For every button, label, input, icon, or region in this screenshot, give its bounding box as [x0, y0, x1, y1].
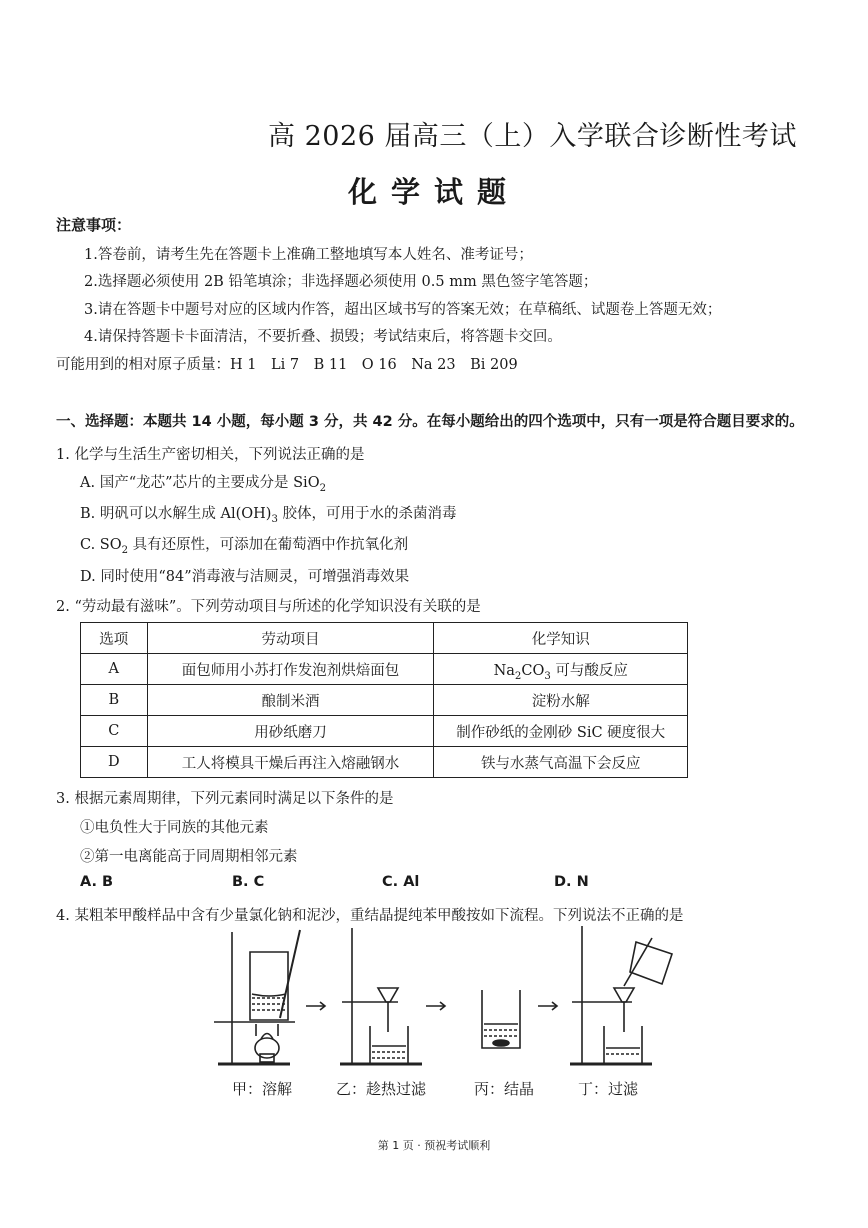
arrow-icon — [538, 1002, 557, 1010]
notice-item-2: 2.选择题必须使用 2B 铅笔填涂；非选择题必须使用 0.5 mm 黑色签字笔答题； — [84, 274, 598, 290]
question-1-option-b — [80, 502, 457, 523]
subject-title: 化学试题 — [347, 175, 520, 209]
row-option: D — [81, 747, 148, 778]
question-1-stem: 1. 化学与生活生产密切相关，下列说法正确的是 — [56, 447, 365, 463]
option-b-text: B. 明矾可以水解生成 Al(OH) — [80, 506, 272, 522]
table-row — [81, 685, 688, 716]
question-3-option-b: B. C — [232, 874, 265, 890]
question-3-condition-1: ①电负性大于同族的其他元素 — [80, 820, 269, 836]
question-1-option-a — [80, 471, 326, 492]
option-b-subscript: 3 — [271, 513, 278, 525]
atomic-masses: 可能用到的相对原子质量：H 1 Li 7 B 11 O 16 Na 23 Bi 209 — [56, 357, 518, 373]
option-c-subscript: 2 — [121, 544, 129, 556]
question-3-option-c: C. Al — [382, 874, 420, 890]
exam-title: 高 2026 届高三（上）入学联合诊断性考试 — [268, 121, 797, 152]
row-option: A — [81, 654, 148, 685]
caption-crystallization: 丙：结晶 — [474, 1080, 535, 1098]
option-c-text: C. SO — [80, 537, 122, 553]
caption-hot-filtration: 乙：趁热过滤 — [336, 1080, 427, 1098]
table-row — [81, 747, 688, 778]
formula-part: Na — [493, 662, 515, 679]
dissolve-apparatus — [214, 930, 300, 1064]
row-knowledge: 淀粉水解 — [434, 685, 688, 716]
notice-item-1: 1.答卷前，请考生先在答题卡上准确工整地填写本人姓名、准考证号； — [84, 247, 533, 263]
formula-subscript: 2 — [514, 670, 522, 682]
row-knowledge — [434, 654, 688, 685]
table-row — [81, 716, 688, 747]
formula-part: 可与酸反应 — [550, 662, 628, 679]
question-1-option-d: D. 同时使用“84”消毒液与洁厕灵，可增强消毒效果 — [80, 569, 410, 585]
caption-dissolve: 甲：溶解 — [232, 1080, 293, 1098]
arrow-icon — [306, 1002, 325, 1010]
row-labor: 用砂纸磨刀 — [147, 716, 434, 747]
formula-subscript: 3 — [544, 670, 551, 682]
option-b-text-end: 胶体，可用于水的杀菌消毒 — [277, 506, 457, 522]
question-2-table — [80, 622, 688, 778]
notice-item-4: 4.请保持答题卡卡面清洁，不要折叠、损毁；考试结束后，将答题卡交回。 — [84, 329, 562, 345]
question-3-option-d: D. N — [554, 874, 589, 890]
row-knowledge: 制作砂纸的金刚砂 SiC 硬度很大 — [434, 716, 688, 747]
row-option: C — [81, 716, 148, 747]
row-knowledge: 铁与水蒸气高温下会反应 — [434, 747, 688, 778]
notice-item-3: 3.请在答题卡中题号对应的区域内作答，超出区域书写的答案无效；在草稿纸、试题卷上答题无效； — [84, 302, 722, 318]
header-labor: 劳动项目 — [147, 623, 434, 654]
question-2-stem: 2. “劳动最有滋味”。下列劳动项目与所述的化学知识没有关联的是 — [56, 599, 481, 615]
header-knowledge: 化学知识 — [434, 623, 688, 654]
row-labor: 酿制米酒 — [147, 685, 434, 716]
option-a-subscript: 2 — [319, 482, 327, 494]
crystallization-beaker — [482, 990, 520, 1048]
header-option: 选项 — [81, 623, 148, 654]
arrow-icon — [426, 1002, 445, 1010]
question-4-stem: 4. 某粗苯甲酸样品中含有少量氯化钠和泥沙，重结晶提纯苯甲酸按如下流程。下列说法不正确的是 — [56, 908, 684, 924]
question-3-condition-2: ②第一电离能高于同周期相邻元素 — [80, 849, 298, 865]
question-3-option-a: A. B — [80, 874, 114, 890]
row-labor: 面包师用小苏打作发泡剂烘焙面包 — [147, 654, 434, 685]
hot-filtration-apparatus — [340, 928, 422, 1064]
page-footer: 第 1 页 · 预祝考试顺利 — [377, 1139, 491, 1152]
table-row — [81, 654, 688, 685]
question-3-stem: 3. 根据元素周期律，下列元素同时满足以下条件的是 — [56, 791, 394, 807]
row-option: B — [81, 685, 148, 716]
table-header-row — [81, 623, 688, 654]
formula-part: CO — [521, 662, 545, 679]
row-labor: 工人将模具干燥后再注入熔融钢水 — [147, 747, 434, 778]
option-a-text: A. 国产“龙芯”芯片的主要成分是 SiO — [80, 475, 320, 491]
apparatus-diagram — [200, 924, 680, 1074]
filtration-apparatus — [570, 926, 672, 1064]
notice-heading: 注意事项： — [56, 216, 132, 234]
caption-filtration: 丁：过滤 — [578, 1080, 639, 1098]
option-c-text-end: 具有还原性，可添加在葡萄酒中作抗氧化剂 — [128, 537, 409, 553]
section-heading: 一、选择题：本题共 14 小题，每小题 3 分，共 42 分。在每小题给出的四个选项中，只有一项是符合题目要求的。 — [56, 414, 804, 430]
question-1-option-c — [80, 533, 408, 554]
